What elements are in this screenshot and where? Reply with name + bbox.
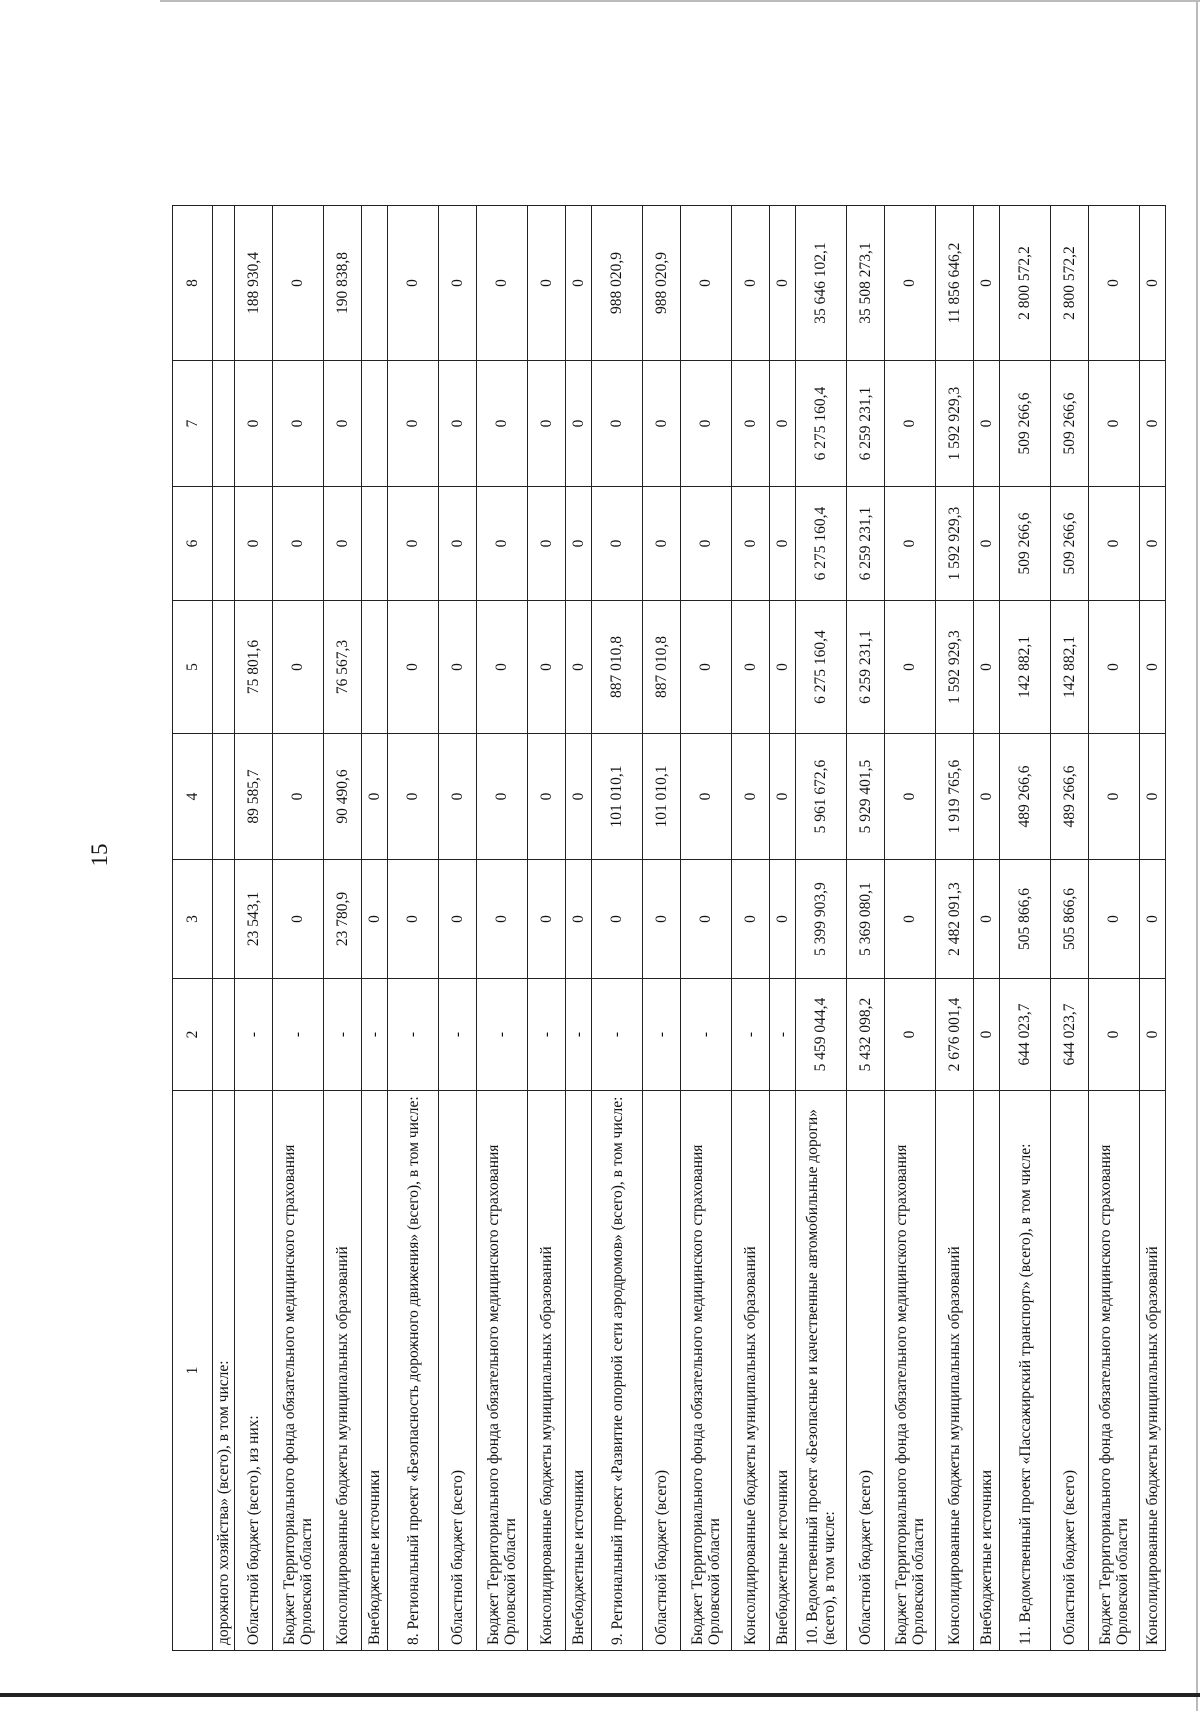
value-cell: -: [643, 979, 681, 1091]
table-row: [770, 206, 796, 1651]
value-cell: 142 882,1: [1000, 601, 1051, 734]
row-label-cell: дорожного хозяйства» (всего), в том числе:: [213, 1091, 235, 1651]
header-cell: 6: [173, 487, 213, 601]
value-cell: 0: [566, 206, 592, 361]
value-cell: 35 508 273,1: [847, 206, 885, 361]
value-cell: 0: [528, 361, 566, 487]
value-cell: [213, 361, 235, 487]
table-row: [1000, 206, 1051, 1651]
row-label-cell: Внебюджетные источники: [362, 1091, 388, 1651]
value-cell: 0: [477, 601, 528, 734]
value-cell: 0: [1140, 734, 1166, 860]
row-label-cell: Областной бюджет (всего): [643, 1091, 681, 1651]
row-label-cell: Внебюджетные источники: [974, 1091, 1000, 1651]
table-row: [974, 206, 1000, 1651]
row-label-cell: 10. Ведомственный проект «Безопасные и качественные автомобильные дороги» (всего), в том числе:: [796, 1091, 847, 1651]
value-cell: 505 866,6: [1051, 860, 1089, 979]
value-cell: 0: [477, 860, 528, 979]
value-cell: 0: [528, 601, 566, 734]
value-cell: 0: [439, 487, 477, 601]
value-cell: 0: [388, 734, 439, 860]
row-label-cell: 9. Региональный проект «Развитие опорной сети аэродромов» (всего), в том числе:: [592, 1091, 643, 1651]
value-cell: 0: [235, 487, 273, 601]
value-cell: -: [770, 979, 796, 1091]
row-label-cell: Областной бюджет (всего), из них:: [235, 1091, 273, 1651]
row-label-cell: 11. Ведомственный проект «Пассажирский транспорт» (всего), в том числе:: [1000, 1091, 1051, 1651]
value-cell: 0: [1089, 206, 1140, 361]
value-cell: 0: [362, 860, 388, 979]
value-cell: 11 856 646,2: [936, 206, 974, 361]
value-cell: -: [592, 979, 643, 1091]
value-cell: 0: [388, 601, 439, 734]
value-cell: 0: [388, 361, 439, 487]
row-label-cell: Областной бюджет (всего): [439, 1091, 477, 1651]
value-cell: 0: [273, 734, 324, 860]
value-cell: 0: [732, 734, 770, 860]
page-number: 15: [87, 843, 112, 867]
value-cell: 0: [732, 860, 770, 979]
table-row: [847, 206, 885, 1651]
header-cell: 2: [173, 979, 213, 1091]
value-cell: 0: [528, 734, 566, 860]
value-cell: 0: [1140, 206, 1166, 361]
value-cell: 0: [732, 206, 770, 361]
value-cell: 0: [439, 206, 477, 361]
value-cell: [362, 206, 388, 361]
value-cell: 0: [681, 601, 732, 734]
row-label-cell: Консолидированные бюджеты муниципальных образований: [324, 1091, 362, 1651]
value-cell: 35 646 102,1: [796, 206, 847, 361]
row-label-cell: Внебюджетные источники: [566, 1091, 592, 1651]
value-cell: [213, 487, 235, 601]
value-cell: [213, 206, 235, 361]
value-cell: 0: [477, 487, 528, 601]
value-cell: 988 020,9: [643, 206, 681, 361]
table-row: [1089, 206, 1140, 1651]
value-cell: -: [528, 979, 566, 1091]
value-cell: 0: [681, 361, 732, 487]
value-cell: 0: [439, 361, 477, 487]
value-cell: 0: [592, 860, 643, 979]
value-cell: 0: [974, 487, 1000, 601]
value-cell: 0: [1140, 860, 1166, 979]
row-label-cell: Внебюджетные источники: [770, 1091, 796, 1651]
value-cell: 887 010,8: [643, 601, 681, 734]
value-cell: 0: [681, 734, 732, 860]
value-cell: -: [362, 979, 388, 1091]
value-cell: 101 010,1: [592, 734, 643, 860]
table-row: [681, 206, 732, 1651]
value-cell: -: [732, 979, 770, 1091]
value-cell: 0: [477, 206, 528, 361]
value-cell: 509 266,6: [1051, 487, 1089, 601]
value-cell: 0: [528, 206, 566, 361]
value-cell: 0: [566, 601, 592, 734]
value-cell: 0: [592, 487, 643, 601]
value-cell: 0: [273, 487, 324, 601]
value-cell: 0: [1140, 979, 1166, 1091]
value-cell: 0: [439, 860, 477, 979]
value-cell: 0: [388, 206, 439, 361]
table-row: [388, 206, 439, 1651]
value-cell: -: [477, 979, 528, 1091]
value-cell: 0: [528, 487, 566, 601]
value-cell: 0: [439, 734, 477, 860]
value-cell: 0: [1089, 734, 1140, 860]
value-cell: 0: [643, 487, 681, 601]
value-cell: 0: [681, 860, 732, 979]
value-cell: 0: [974, 361, 1000, 487]
row-label-cell: Консолидированные бюджеты муниципальных образований: [1140, 1091, 1166, 1651]
table-row: [477, 206, 528, 1651]
row-label-cell: Областной бюджет (всего): [847, 1091, 885, 1651]
value-cell: [213, 734, 235, 860]
value-cell: 0: [770, 361, 796, 487]
value-cell: 0: [681, 206, 732, 361]
value-cell: 0: [974, 734, 1000, 860]
value-cell: [362, 601, 388, 734]
value-cell: 489 266,6: [1051, 734, 1089, 860]
value-cell: 23 543,1: [235, 860, 273, 979]
value-cell: 0: [1089, 860, 1140, 979]
row-label-cell: Консолидированные бюджеты муниципальных образований: [936, 1091, 974, 1651]
value-cell: 0: [235, 361, 273, 487]
table-body: [213, 206, 1166, 1651]
value-cell: 0: [477, 734, 528, 860]
value-cell: 0: [885, 601, 936, 734]
value-cell: 0: [770, 734, 796, 860]
value-cell: 101 010,1: [643, 734, 681, 860]
table-row: [213, 206, 235, 1651]
value-cell: 0: [770, 206, 796, 361]
table-row: [439, 206, 477, 1651]
value-cell: -: [324, 979, 362, 1091]
value-cell: 0: [273, 860, 324, 979]
value-cell: 0: [643, 361, 681, 487]
value-cell: 6 259 231,1: [847, 487, 885, 601]
value-cell: 6 275 160,4: [796, 361, 847, 487]
value-cell: 190 838,8: [324, 206, 362, 361]
value-cell: [362, 487, 388, 601]
value-cell: [213, 601, 235, 734]
value-cell: 0: [885, 361, 936, 487]
table-header-row: [173, 206, 213, 1651]
value-cell: 5 432 098,2: [847, 979, 885, 1091]
value-cell: 1 592 929,3: [936, 487, 974, 601]
value-cell: 5 369 080,1: [847, 860, 885, 979]
header-cell: 7: [173, 361, 213, 487]
value-cell: 90 490,6: [324, 734, 362, 860]
value-cell: 0: [324, 361, 362, 487]
value-cell: 0: [273, 361, 324, 487]
value-cell: -: [566, 979, 592, 1091]
value-cell: 5 929 401,5: [847, 734, 885, 860]
value-cell: 0: [388, 487, 439, 601]
value-cell: 1 919 765,6: [936, 734, 974, 860]
value-cell: 0: [770, 860, 796, 979]
value-cell: 0: [681, 487, 732, 601]
value-cell: 89 585,7: [235, 734, 273, 860]
value-cell: 0: [885, 979, 936, 1091]
row-label-cell: Областной бюджет (всего): [1051, 1091, 1089, 1651]
value-cell: 6 259 231,1: [847, 361, 885, 487]
row-label-cell: 8. Региональный проект «Безопасность дорожного движения» (всего), в том числе:: [388, 1091, 439, 1651]
table-row: [528, 206, 566, 1651]
value-cell: [213, 979, 235, 1091]
header-cell: 5: [173, 601, 213, 734]
row-label-cell: Консолидированные бюджеты муниципальных образований: [528, 1091, 566, 1651]
value-cell: 0: [974, 860, 1000, 979]
value-cell: 0: [477, 361, 528, 487]
value-cell: 0: [439, 601, 477, 734]
row-label-cell: Консолидированные бюджеты муниципальных образований: [732, 1091, 770, 1651]
value-cell: 5 399 903,9: [796, 860, 847, 979]
budget-table: [172, 205, 1166, 1651]
value-cell: 509 266,6: [1051, 361, 1089, 487]
value-cell: 2 800 572,2: [1051, 206, 1089, 361]
value-cell: 0: [732, 487, 770, 601]
bottom-scan-edge: [0, 1693, 1200, 1697]
table-row: [936, 206, 974, 1651]
value-cell: -: [388, 979, 439, 1091]
value-cell: 887 010,8: [592, 601, 643, 734]
value-cell: 0: [273, 206, 324, 361]
value-cell: [362, 361, 388, 487]
value-cell: 6 259 231,1: [847, 601, 885, 734]
value-cell: 0: [1140, 361, 1166, 487]
value-cell: 505 866,6: [1000, 860, 1051, 979]
table-row: [1140, 206, 1166, 1651]
value-cell: -: [439, 979, 477, 1091]
value-cell: 0: [974, 601, 1000, 734]
header-cell: 4: [173, 734, 213, 860]
value-cell: 0: [324, 487, 362, 601]
row-label-cell: Бюджет Территориального фонда обязательного медицинского страхования Орловской области: [273, 1091, 324, 1651]
value-cell: 0: [566, 860, 592, 979]
table-row: [566, 206, 592, 1651]
table-row: [796, 206, 847, 1651]
table-row: [362, 206, 388, 1651]
row-label-cell: Бюджет Территориального фонда обязательного медицинского страхования Орловской области: [681, 1091, 732, 1651]
value-cell: 5 961 672,6: [796, 734, 847, 860]
table-row: [1051, 206, 1089, 1651]
value-cell: 0: [1089, 979, 1140, 1091]
table-row: [273, 206, 324, 1651]
row-label-cell: Бюджет Территориального фонда обязательного медицинского страхования Орловской области: [477, 1091, 528, 1651]
value-cell: 0: [885, 487, 936, 601]
value-cell: 23 780,9: [324, 860, 362, 979]
value-cell: 0: [362, 734, 388, 860]
value-cell: 0: [885, 860, 936, 979]
value-cell: 0: [643, 860, 681, 979]
value-cell: 0: [732, 601, 770, 734]
value-cell: 0: [1089, 361, 1140, 487]
value-cell: 0: [388, 860, 439, 979]
value-cell: 0: [885, 734, 936, 860]
value-cell: 0: [1140, 601, 1166, 734]
value-cell: 0: [732, 361, 770, 487]
header-cell: 8: [173, 206, 213, 361]
value-cell: [213, 860, 235, 979]
header-cell: 3: [173, 860, 213, 979]
value-cell: 0: [273, 601, 324, 734]
value-cell: 509 266,6: [1000, 361, 1051, 487]
value-cell: 0: [566, 487, 592, 601]
rotated-table-wrapper: [172, 206, 1161, 1651]
value-cell: 6 275 160,4: [796, 487, 847, 601]
value-cell: 644 023,7: [1051, 979, 1089, 1091]
value-cell: 142 882,1: [1051, 601, 1089, 734]
value-cell: 0: [1140, 487, 1166, 601]
value-cell: 0: [974, 979, 1000, 1091]
value-cell: 6 275 160,4: [796, 601, 847, 734]
value-cell: 0: [566, 734, 592, 860]
value-cell: 0: [592, 361, 643, 487]
table-row: [885, 206, 936, 1651]
value-cell: 988 020,9: [592, 206, 643, 361]
right-scan-edge: [1196, 0, 1198, 1711]
value-cell: 644 023,7: [1000, 979, 1051, 1091]
table-row: [732, 206, 770, 1651]
value-cell: 1 592 929,3: [936, 361, 974, 487]
value-cell: 2 676 001,4: [936, 979, 974, 1091]
value-cell: -: [273, 979, 324, 1091]
table-row: [324, 206, 362, 1651]
value-cell: 0: [770, 487, 796, 601]
value-cell: 2 800 572,2: [1000, 206, 1051, 361]
top-scan-edge: [160, 0, 1200, 2]
value-cell: -: [235, 979, 273, 1091]
value-cell: 76 567,3: [324, 601, 362, 734]
value-cell: 0: [885, 206, 936, 361]
value-cell: 1 592 929,3: [936, 601, 974, 734]
value-cell: 0: [974, 206, 1000, 361]
value-cell: 2 482 091,3: [936, 860, 974, 979]
value-cell: 0: [566, 361, 592, 487]
value-cell: 188 930,4: [235, 206, 273, 361]
header-cell: 1: [173, 1091, 213, 1651]
value-cell: 489 266,6: [1000, 734, 1051, 860]
value-cell: 509 266,6: [1000, 487, 1051, 601]
value-cell: 5 459 044,4: [796, 979, 847, 1091]
value-cell: 75 801,6: [235, 601, 273, 734]
table-row: [592, 206, 643, 1651]
row-label-cell: Бюджет Территориального фонда обязательного медицинского страхования Орловской области: [1089, 1091, 1140, 1651]
table-row: [643, 206, 681, 1651]
value-cell: 0: [528, 860, 566, 979]
row-label-cell: Бюджет Территориального фонда обязательного медицинского страхования Орловской области: [885, 1091, 936, 1651]
value-cell: -: [681, 979, 732, 1091]
value-cell: 0: [770, 601, 796, 734]
value-cell: 0: [1089, 601, 1140, 734]
table-row: [235, 206, 273, 1651]
value-cell: 0: [1089, 487, 1140, 601]
